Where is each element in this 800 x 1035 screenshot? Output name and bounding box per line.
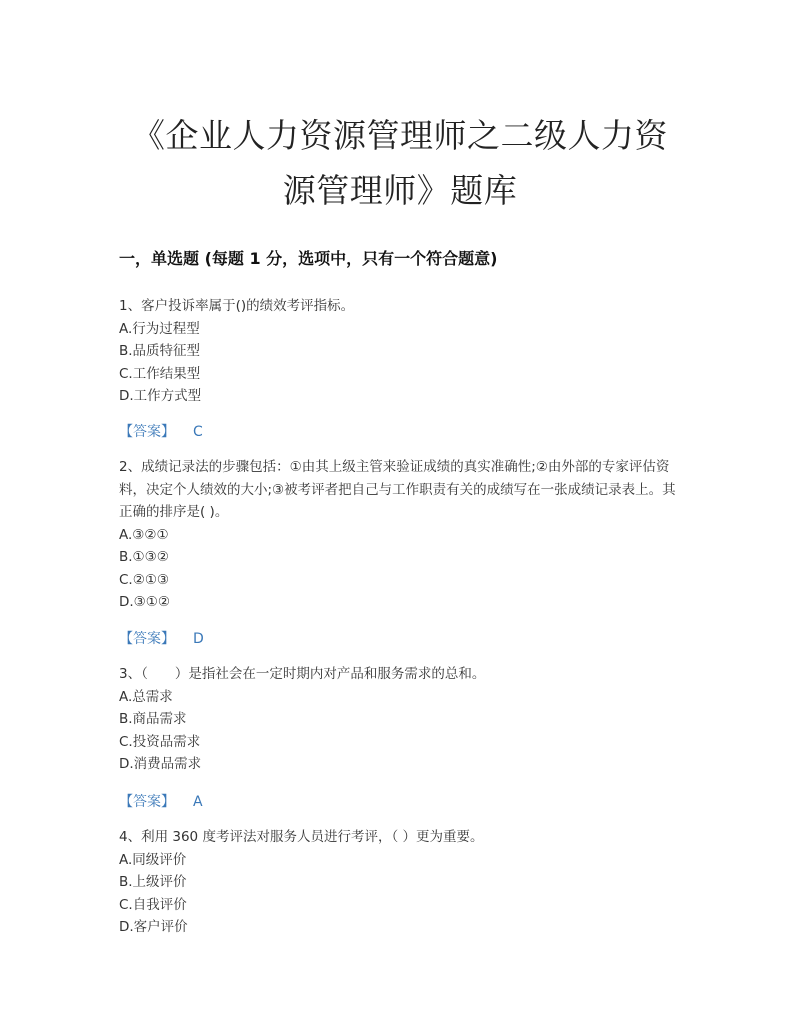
- option-c: C.投资品需求: [119, 733, 201, 750]
- answer-value: C: [193, 424, 203, 440]
- answer-value: A: [193, 794, 203, 810]
- question-2: [119, 456, 689, 614]
- option-b: B.上级评价: [119, 874, 187, 890]
- answer-1: [119, 421, 203, 441]
- question-4: [119, 826, 689, 939]
- document-title-line-1: 《企业人力资源管理师之二级人力资: [132, 116, 668, 155]
- question-stem: 2、成绩记录法的步骤包括：①由其上级主管来验证成绩的真实准确性;②由外部的专家评估资料，决定个人绩效的大小;③被考评者把自己与工作职责有关的成绩写在一张成绩记录表上。其正确的排序是( )。: [119, 459, 676, 520]
- question-stem: 3、（ ）是指社会在一定时期内对产品和服务需求的总和。: [119, 666, 486, 682]
- option-d: D.工作方式型: [119, 388, 202, 404]
- answer-2: [119, 628, 204, 648]
- option-d: D.消费品需求: [119, 756, 202, 772]
- option-a: A.行为过程型: [119, 320, 200, 337]
- answer-3: [119, 791, 203, 811]
- option-b: B.品质特征型: [119, 343, 201, 359]
- question-1: [119, 295, 689, 408]
- answer-value: D: [193, 631, 204, 647]
- answer-label: 【答案】: [119, 794, 175, 810]
- option-a: A.同级评价: [119, 851, 187, 868]
- answer-label: 【答案】: [119, 631, 175, 647]
- answer-label: 【答案】: [119, 424, 175, 440]
- section-heading: 一，单选题 (每题 1 分，选项中，只有一个符合题意): [119, 249, 498, 268]
- option-b: B.商品需求: [119, 711, 187, 727]
- option-c: C.自我评价: [119, 896, 187, 913]
- option-c: C.②①③: [119, 571, 170, 588]
- question-3: [119, 663, 689, 776]
- option-c: C.工作结果型: [119, 365, 201, 382]
- question-stem: 4、利用 360 度考评法对服务人员进行考评，（ ）更为重要。: [119, 829, 484, 845]
- option-b: B.①③②: [119, 549, 169, 565]
- document-title-line-2: 源管理师》题库: [282, 171, 518, 210]
- option-d: D.客户评价: [119, 919, 188, 935]
- option-a: A.总需求: [119, 688, 173, 705]
- document-title: [100, 108, 700, 218]
- option-a: A.③②①: [119, 526, 169, 543]
- option-d: D.③①②: [119, 594, 170, 610]
- question-stem: 1、客户投诉率属于()的绩效考评指标。: [119, 298, 355, 314]
